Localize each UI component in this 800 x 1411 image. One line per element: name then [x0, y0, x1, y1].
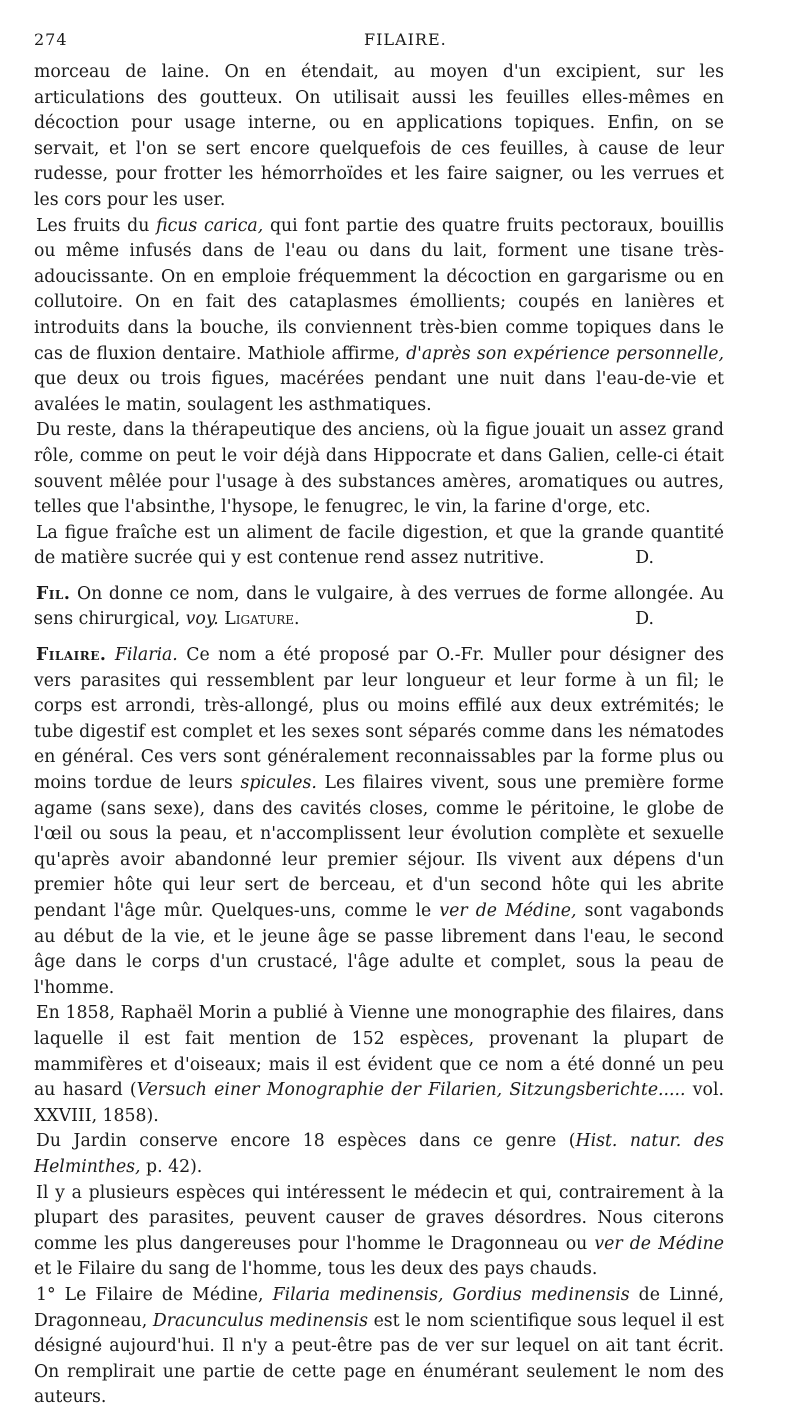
entry-headword: Fil. [36, 583, 71, 604]
page-body [34, 60, 724, 1411]
text-run: et le Filaire du sang de l'homme, tous les deux des pays chauds. [34, 1259, 598, 1280]
italic-term: Filaria medinensis, Gordius medinensis [272, 1284, 630, 1305]
entry-filaire [34, 643, 724, 1001]
page-header [34, 30, 724, 54]
italic-citation: Versuch einer Monographie der Filarien, Sitzungsberichte..... [136, 1080, 686, 1101]
paragraph-ficus [34, 214, 724, 419]
text-run: est le nom scientifique sous lequel il est désigné aujourd'hui. Il n'y a peut-être pas de ver sur lequel on ait tant écrit. On remplirait une partie de cette page en énumérant seulement le nom des auteurs. [34, 1310, 724, 1408]
paragraph-figue-fraiche [34, 521, 724, 572]
italic-term: ver de Médine [594, 1233, 724, 1254]
text-run: Les filaires vivent, sous une première forme agame (sans sexe), dans des cavités closes, comme le péritoine, le globe de l'œil ou sous la peau, et n'accomplissent leur évolution complète et sexuelle qu'après avoir abandonné leur premier séjour. Ils vivent aux dépens d'un premier hôte qui leur sert de berceau, et d'un second hôte qui les abrite pendant l'âge mûr. Quelques-uns, comme le [34, 773, 724, 921]
text-run: qui font partie des quatre fruits pectoraux, bouillis ou même infusés dans de l'eau ou dans du lait, forment une tisane très-adoucissante. On en emploie fréquemment la décoction en gargarisme ou en collutoire. On en fait des cataplasmes émollients; coupés en lanières et introduits dans la bouche, ils conviennent très-bien comme topiques dans le cas de fluxion dentaire. Mathiole affirme, [34, 215, 724, 364]
italic-term: ver de Médine, [439, 901, 577, 921]
running-title: FILAIRE. [364, 30, 447, 49]
text-run: Du Jardin conserve encore 18 espèces dans ce genre ( [36, 1131, 576, 1152]
text-run: Ce nom a été proposé par O.-Fr. Muller pour désigner des vers parasites qui ressemblent par leur longueur et leur forme à un fil; le corps est arrondi, très-allongé, plus ou moins effilé aux deux extrémités; le tube digestif est complet et les sexes sont séparés comme dans les nématodes en général. Ces vers sont généralement reconnaissables par la forme plus ou moins tordue de leurs [34, 645, 724, 794]
paragraph-text: La figue fraîche est un aliment de facile digestion, et que la grande quantité de matière sucrée qui y est contenue rend assez nutritive. [34, 522, 724, 569]
text-run: Il y a plusieurs espèces qui intéressent le médecin et qui, contrairement à la plupart des parasites, peuvent causer de graves désordres. Nous citerons comme les plus dangereuses pour l'homme le Dragonneau ou [34, 1182, 724, 1254]
text-run [106, 645, 114, 665]
entry-fil [34, 582, 724, 633]
author-signature: D. [635, 609, 654, 630]
italic-term: ficus carica, [156, 215, 264, 236]
text-run: vol. XXVIII, 1858). [34, 1080, 724, 1126]
text-run: On donne ce nom, dans le vulgaire, à des verrues de forme allongée. Au sens chirurgical, [34, 583, 724, 630]
page-number: 274 [34, 30, 68, 49]
text-run: que deux ou trois figues, macérées pendant une nuit dans l'eau-de-vie et avalées le matin, soulagent les asthmatiques. [34, 369, 724, 415]
text-run: sont vagabonds au début de la vie, et le jeune âge se passe librement dans l'eau, le second âge dans le corps d'un crustacé, l'âge adulte et complet, sous la peau de l'homme. [34, 901, 725, 998]
author-signature: D. [635, 548, 654, 569]
paragraph-morin [34, 1001, 724, 1129]
italic-term: voy. [185, 609, 219, 630]
spacer [34, 633, 724, 643]
italic-term: spicules. [240, 773, 317, 794]
spacer [34, 572, 724, 582]
cross-reference: Ligature. [218, 609, 300, 630]
italic-term: Filaria. [114, 645, 178, 666]
text-run: En 1858, Raphaël Morin a publié à Vienne une monographie des filaires, dans laquelle il est fait mention de 152 espèces, provenant la plupart de mammifères et d'oiseaux; mais il est évident que ce nom a été donné un peu au hasard ( [34, 1003, 724, 1101]
italic-term: Dracunculus medinensis [152, 1310, 369, 1331]
paragraph-text: morceau de laine. On en étendait, au moyen d'un excipient, sur les articulations des goutteux. On utilisait aussi les feuilles elles-mêmes en décoction pour usage interne, ou en applications topiques. Enfin, on se servait, et l'on se sert encore quelquefois de ces feuilles, à cause de leur rudesse, pour frotter les hémorrhoïdes et les faire saigner, ou les verrues et les cors pour les user. [34, 62, 724, 210]
entry-headword: Filaire. [36, 645, 107, 666]
paragraph-continuation [34, 60, 724, 214]
italic-quote: d'après son expérience personnelle, [406, 343, 724, 364]
paragraph-especes [34, 1181, 724, 1283]
paragraph-du-jardin [34, 1129, 724, 1180]
italic-citation: Hist. natur. des Helminthes, [34, 1131, 724, 1177]
text-run: 1° Le Filaire de Médine, [36, 1284, 273, 1305]
paragraph-text: Du reste, dans la thérapeutique des anciens, où la figue jouait un assez grand rôle, comme on peut le voir déjà dans Hippocrate et dans Galien, celle-ci était souvent mêlée pour l'usage à des substances amères, aromatiques ou autres, telles que l'absinthe, l'hysope, le fenugrec, le vin, la farine d'orge, etc. [34, 420, 724, 518]
text-run: Les fruits du [36, 215, 157, 236]
paragraph-therapeutique [34, 418, 724, 520]
text-run: p. 42). [140, 1156, 203, 1177]
text-run: de Linné, Dragonneau, [34, 1284, 724, 1331]
paragraph-medine [34, 1283, 724, 1411]
